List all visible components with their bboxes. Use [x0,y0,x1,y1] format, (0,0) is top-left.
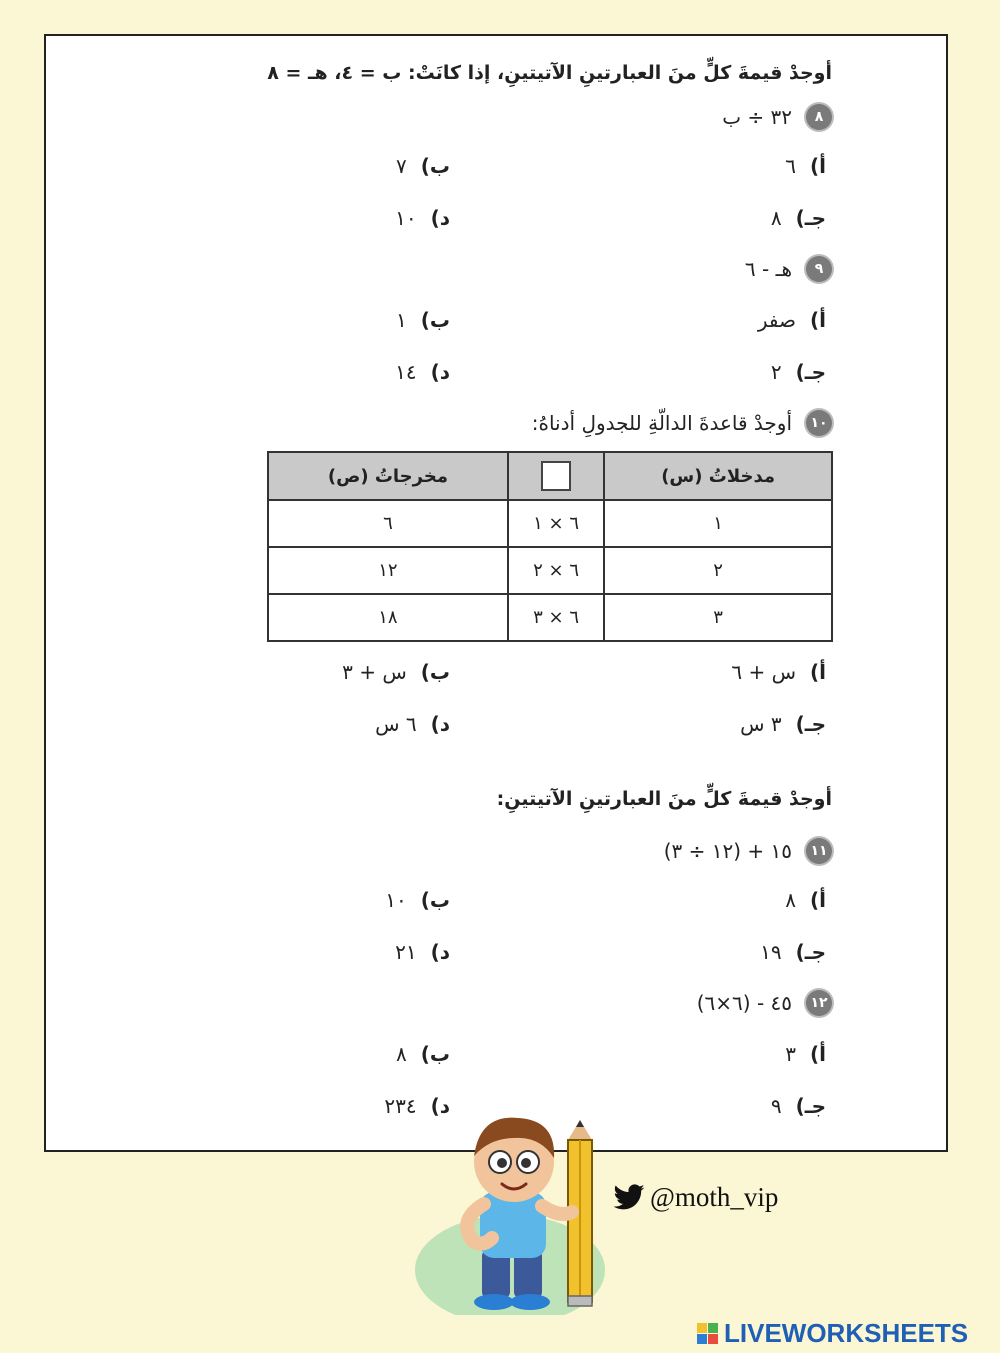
instruction-heading: أوجدْ قيمةَ كلٍّ منَ العبارتينِ الآتيتينِ، إذا كانَتْ: ب = ٤، هـ = ٨ [267,62,832,84]
output-cell: ١٢ [268,547,508,594]
input-cell: ٢ [604,547,832,594]
question-number-badge: ١٠ [806,410,832,436]
function-table [267,451,833,642]
option-b[interactable]: ب) ١٠ [385,888,450,912]
output-cell: ٦ [268,500,508,547]
output-column-header: مخرجاتُ (ص) [268,452,508,500]
option-c[interactable]: جـ) ٨ [770,206,826,230]
question-8 [722,104,832,130]
question-expression: ٤٥ - (٦×٦) [696,991,792,1015]
question-expression: أوجدْ قاعدةَ الدالّةِ للجدولِ أدناهُ: [531,411,792,435]
section2-instruction: أوجدْ قيمةَ كلٍّ منَ العبارتينِ الآتيتينِ: [496,788,832,810]
question-9 [745,256,832,282]
option-d[interactable]: د) ٦ س [375,712,450,736]
liveworksheets-logo-icon [697,1323,718,1344]
option-d[interactable]: د) ٢١ [395,940,450,964]
table-row [268,594,832,641]
option-c[interactable]: جـ) ٩ [770,1094,826,1118]
option-b[interactable]: ب) ٨ [396,1042,450,1066]
output-cell: ١٨ [268,594,508,641]
brand-name: LIVEWORKSHEETS [724,1318,969,1348]
option-d[interactable]: د) ١٠ [395,206,450,230]
option-a[interactable]: أ) ٨ [785,888,826,912]
rule-cell: ٦ × ١ [508,500,604,547]
twitter-credit[interactable] [612,1182,778,1213]
option-c[interactable]: جـ) ٣ س [740,712,826,736]
input-cell: ١ [604,500,832,547]
liveworksheets-brand[interactable] [697,1318,968,1349]
question-number-badge: ٨ [806,104,832,130]
option-c[interactable]: جـ) ١٩ [760,940,826,964]
question-expression: هـ - ٦ [744,257,792,281]
question-expression: ١٥ + (١٢ ÷ ٣) [663,839,792,863]
question-12 [697,990,832,1016]
question-expression: ٣٢ ÷ ب [722,105,792,129]
option-a[interactable]: أ) ٣ [785,1042,826,1066]
option-a[interactable]: أ) ٦ [785,154,826,178]
input-cell: ٣ [604,594,832,641]
question-number-badge: ١٢ [806,990,832,1016]
table-header-row [268,452,832,500]
rule-cell: ٦ × ٢ [508,547,604,594]
option-c[interactable]: جـ) ٢ [770,360,826,384]
table-row [268,547,832,594]
option-a[interactable]: أ) صفر [757,308,826,332]
boy-with-pencil-illustration [410,1100,610,1315]
table-row [268,500,832,547]
option-b[interactable]: ب) ٧ [396,154,450,178]
question-number-badge: ١١ [806,838,832,864]
rule-cell: ٦ × ٣ [508,594,604,641]
option-a[interactable]: أ) س + ٦ [731,660,826,684]
option-b[interactable]: ب) ١ [396,308,450,332]
option-d[interactable]: د) ١٤ [395,360,450,384]
option-b[interactable]: ب) س + ٣ [342,660,450,684]
rule-column-header [508,452,604,500]
worksheet-page [44,34,948,1152]
question-number-badge: ٩ [806,256,832,282]
question-11 [664,838,832,864]
input-column-header: مدخلاتُ (س) [604,452,832,500]
question-10 [532,410,832,436]
blank-box-icon [541,461,571,491]
twitter-bird-icon [612,1184,646,1212]
option-d[interactable]: د) ٢٣٤ [384,1094,450,1118]
twitter-handle: @moth_vip [650,1182,779,1212]
